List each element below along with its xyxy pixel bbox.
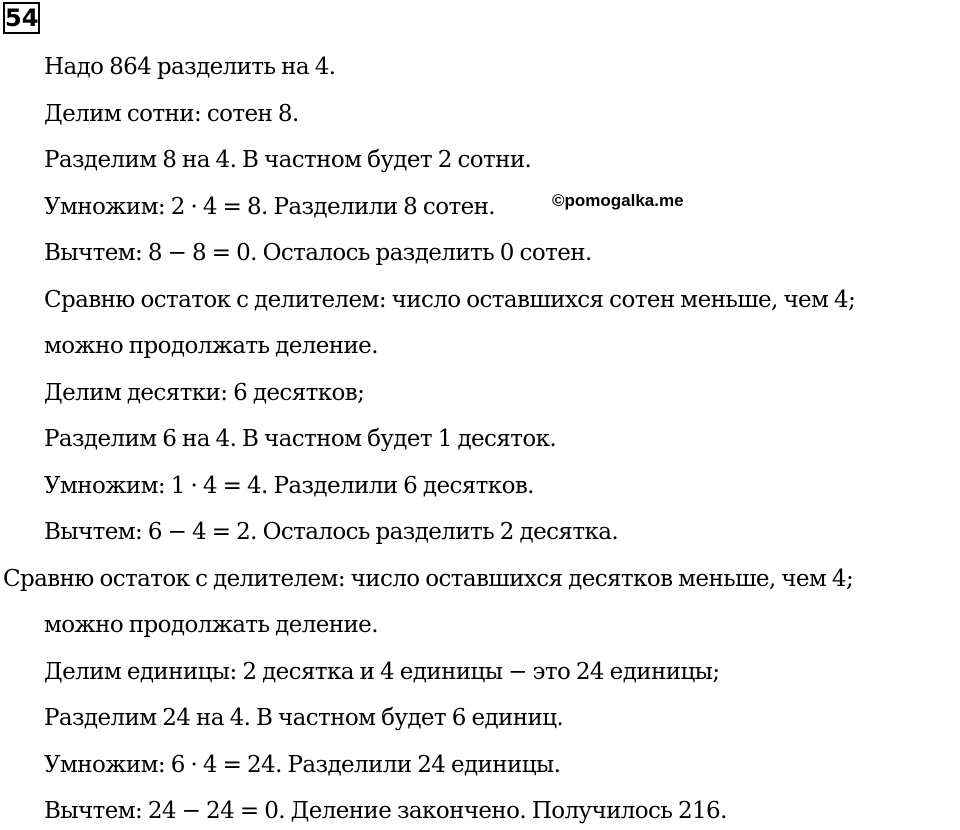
solution-line: Надо 864 разделить на 4. <box>44 54 336 80</box>
solution-line: Разделим 24 на 4. В частном будет 6 единиц. <box>44 705 564 731</box>
solution-line: Умножим: 1 · 4 = 4. Разделили 6 десятков. <box>44 473 534 499</box>
solution-line: Сравню остаток с делителем: число оставшихся сотен меньше, чем 4; <box>44 287 856 313</box>
watermark: ©pomogalka.me <box>552 191 684 210</box>
solution-line: Вычтем: 6 − 4 = 2. Осталось разделить 2 десятка. <box>44 519 619 545</box>
solution-line: Вычтем: 8 − 8 = 0. Осталось разделить 0 сотен. <box>44 240 592 266</box>
solution-line: Разделим 8 на 4. В частном будет 2 сотни. <box>44 147 532 173</box>
task-number-box: 54 <box>5 4 39 32</box>
solution-line: Умножим: 6 · 4 = 24. Разделили 24 единицы. <box>44 752 561 778</box>
solution-line: Вычтем: 24 − 24 = 0. Деление закончено. Получилось 216. <box>44 798 727 824</box>
solution-line: Сравню остаток с делителем: число оставшихся десятков меньше, чем 4; <box>3 566 854 592</box>
solution-line: Делим единицы: 2 десятка и 4 единицы − это 24 единицы; <box>44 659 720 685</box>
solution-line: Умножим: 2 · 4 = 8. Разделили 8 сотен. <box>44 194 496 220</box>
solution-line: можно продолжать деление. <box>44 612 378 638</box>
solution-line: Делим сотни: сотен 8. <box>44 101 299 127</box>
solution-line: можно продолжать деление. <box>44 333 378 359</box>
solution-line: Разделим 6 на 4. В частном будет 1 десяток. <box>44 426 557 452</box>
solution-line: Делим десятки: 6 десятков; <box>44 380 365 406</box>
